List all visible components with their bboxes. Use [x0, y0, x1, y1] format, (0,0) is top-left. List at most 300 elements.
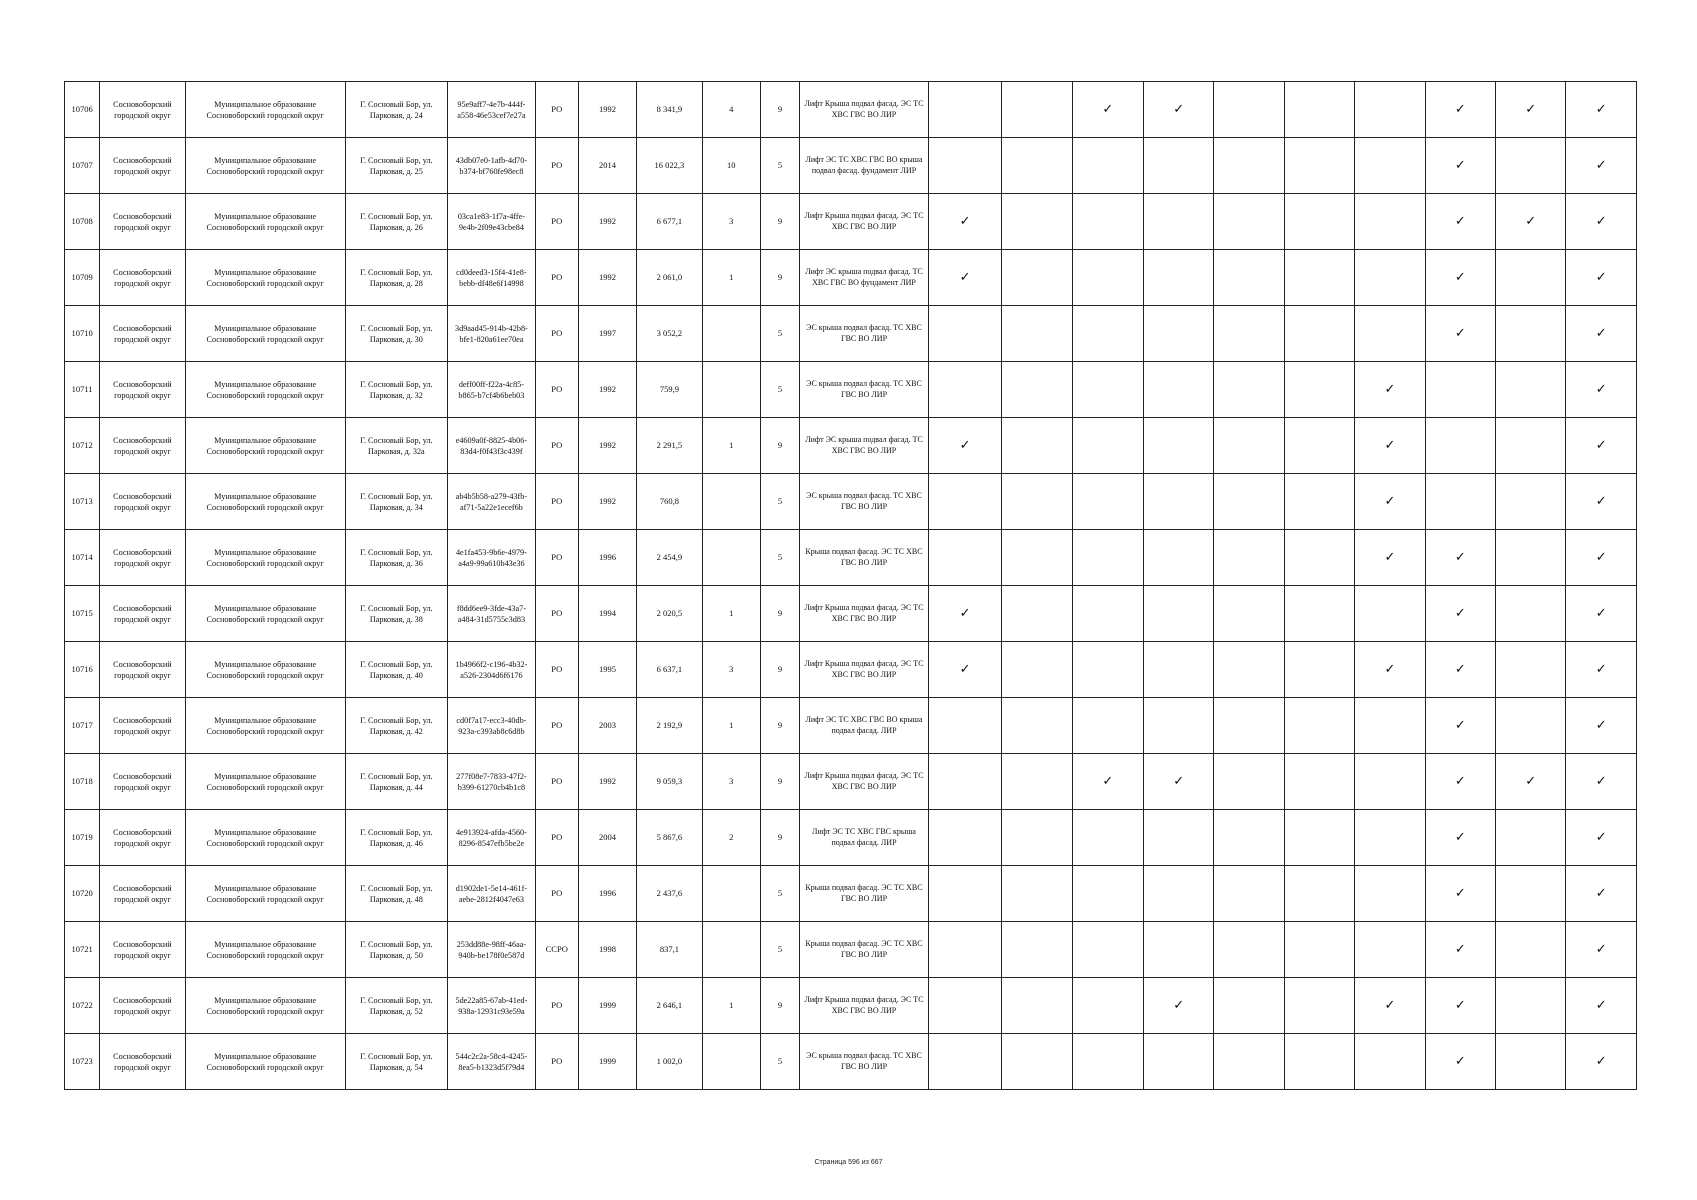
work-column-6-cell	[1284, 922, 1354, 978]
work-column-10-cell	[1566, 866, 1637, 922]
work-column-6-cell	[1284, 474, 1354, 530]
work-column-5-cell	[1214, 810, 1284, 866]
work-column-9-cell	[1496, 810, 1566, 866]
floors-cell: 5	[760, 362, 799, 418]
municipality-cell: Муниципальное образование Сосновоборский городской округ	[185, 866, 345, 922]
work-column-7-cell	[1355, 306, 1425, 362]
work-column-3-cell	[1072, 866, 1143, 922]
check-mark-icon: ✓	[1454, 830, 1466, 845]
work-column-3-cell	[1072, 810, 1143, 866]
work-column-6-cell	[1284, 586, 1354, 642]
year-cell: 1996	[578, 530, 636, 586]
guid-cell: d1902de1-5e14-461f-aebe-2812f4047e63	[448, 866, 536, 922]
work-column-8-cell	[1425, 530, 1495, 586]
guid-cell: 1b4966f2-c196-4b32-a526-2304d6f6176	[448, 642, 536, 698]
check-mark-icon: ✓	[1595, 830, 1607, 845]
works-cell: ЭС крыша подвал фасад. ТС ХВС ГВС ВО ЛИР	[800, 474, 929, 530]
guid-cell: 544c2c2a-58c4-4245-8ea5-b1323d5f79d4	[448, 1034, 536, 1090]
guid-cell: 43db07e0-1afb-4d70-b374-bf760fe98ec8	[448, 138, 536, 194]
check-mark-icon: ✓	[959, 438, 971, 453]
work-column-1-cell	[928, 642, 1001, 698]
table-body	[65, 82, 1637, 1090]
work-column-1-cell	[928, 194, 1001, 250]
work-column-3-cell	[1072, 362, 1143, 418]
work-column-2-cell	[1002, 1034, 1072, 1090]
work-column-6-cell	[1284, 1034, 1354, 1090]
year-cell: 1996	[578, 866, 636, 922]
area-cell: 8 341,9	[637, 82, 702, 138]
count-cell: 1	[702, 418, 760, 474]
address-cell: Г. Сосновый Бор, ул. Парковая, д. 36	[345, 530, 448, 586]
work-column-1-cell	[928, 250, 1001, 306]
table-row	[65, 82, 1637, 138]
year-cell: 1992	[578, 250, 636, 306]
work-column-8-cell	[1425, 474, 1495, 530]
district-cell: Сосновоборский городской округ	[100, 978, 185, 1034]
work-column-7-cell	[1355, 866, 1425, 922]
municipality-cell: Муниципальное образование Сосновоборский городской округ	[185, 418, 345, 474]
work-column-6-cell	[1284, 194, 1354, 250]
address-cell: Г. Сосновый Бор, ул. Парковая, д. 25	[345, 138, 448, 194]
municipality-cell: Муниципальное образование Сосновоборский городской округ	[185, 586, 345, 642]
district-cell: Сосновоборский городской округ	[100, 362, 185, 418]
count-cell: 3	[702, 754, 760, 810]
work-column-8-cell	[1425, 810, 1495, 866]
type-cell: РО	[535, 866, 578, 922]
work-column-10-cell	[1566, 922, 1637, 978]
work-column-6-cell	[1284, 306, 1354, 362]
type-cell: РО	[535, 530, 578, 586]
floors-cell: 5	[760, 138, 799, 194]
municipality-cell: Муниципальное образование Сосновоборский городской округ	[185, 82, 345, 138]
floors-cell: 9	[760, 978, 799, 1034]
work-column-2-cell	[1002, 642, 1072, 698]
check-mark-icon: ✓	[1595, 886, 1607, 901]
works-cell: Лифт Крыша подвал фасад. ЭС ТС ХВС ГВС ВО ЛИР	[800, 82, 929, 138]
work-column-6-cell	[1284, 250, 1354, 306]
year-cell: 1994	[578, 586, 636, 642]
check-mark-icon: ✓	[1595, 998, 1607, 1013]
work-column-8-cell	[1425, 194, 1495, 250]
count-cell	[702, 474, 760, 530]
work-column-1-cell	[928, 362, 1001, 418]
work-column-10-cell	[1566, 306, 1637, 362]
address-cell: Г. Сосновый Бор, ул. Парковая, д. 32	[345, 362, 448, 418]
address-cell: Г. Сосновый Бор, ул. Парковая, д. 32а	[345, 418, 448, 474]
work-column-10-cell	[1566, 138, 1637, 194]
work-column-9-cell	[1496, 642, 1566, 698]
work-column-5-cell	[1214, 530, 1284, 586]
work-column-2-cell	[1002, 138, 1072, 194]
work-column-1-cell	[928, 754, 1001, 810]
work-column-4-cell	[1144, 586, 1214, 642]
table-row	[65, 1034, 1637, 1090]
check-mark-icon: ✓	[1595, 270, 1607, 285]
work-column-6-cell	[1284, 754, 1354, 810]
work-column-4-cell	[1144, 250, 1214, 306]
district-cell: Сосновоборский городской округ	[100, 1034, 185, 1090]
check-mark-icon: ✓	[1384, 494, 1396, 509]
guid-cell: 3d9aad45-914b-42b8-bfe1-820a61ee70ea	[448, 306, 536, 362]
work-column-9-cell	[1496, 866, 1566, 922]
floors-cell: 5	[760, 922, 799, 978]
municipality-cell: Муниципальное образование Сосновоборский городской округ	[185, 642, 345, 698]
check-mark-icon: ✓	[1525, 102, 1537, 117]
type-cell: РО	[535, 698, 578, 754]
work-column-9-cell	[1496, 586, 1566, 642]
address-cell: Г. Сосновый Бор, ул. Парковая, д. 52	[345, 978, 448, 1034]
row-id: 10710	[65, 306, 100, 362]
guid-cell: cd0deed3-15f4-41e8-bebb-df48e6f14998	[448, 250, 536, 306]
address-cell: Г. Сосновый Бор, ул. Парковая, д. 54	[345, 1034, 448, 1090]
work-column-1-cell	[928, 978, 1001, 1034]
count-cell: 1	[702, 978, 760, 1034]
work-column-1-cell	[928, 418, 1001, 474]
work-column-9-cell	[1496, 306, 1566, 362]
municipality-cell: Муниципальное образование Сосновоборский городской округ	[185, 978, 345, 1034]
floors-cell: 9	[760, 698, 799, 754]
work-column-4-cell	[1144, 922, 1214, 978]
type-cell: РО	[535, 810, 578, 866]
work-column-5-cell	[1214, 698, 1284, 754]
work-column-7-cell	[1355, 418, 1425, 474]
work-column-5-cell	[1214, 82, 1284, 138]
check-mark-icon: ✓	[1595, 326, 1607, 341]
table-row	[65, 138, 1637, 194]
work-column-4-cell	[1144, 530, 1214, 586]
work-column-9-cell	[1496, 194, 1566, 250]
work-column-1-cell	[928, 82, 1001, 138]
district-cell: Сосновоборский городской округ	[100, 642, 185, 698]
work-column-6-cell	[1284, 866, 1354, 922]
check-mark-icon: ✓	[1454, 550, 1466, 565]
type-cell: ССРО	[535, 922, 578, 978]
guid-cell: 4e913924-afda-4560-8296-8547efb5be2e	[448, 810, 536, 866]
area-cell: 6 637,1	[637, 642, 702, 698]
work-column-2-cell	[1002, 754, 1072, 810]
check-mark-icon: ✓	[1595, 550, 1607, 565]
table-row	[65, 194, 1637, 250]
guid-cell: 4e1fa453-9b6e-4979-a4a9-99a610b43e36	[448, 530, 536, 586]
municipality-cell: Муниципальное образование Сосновоборский городской округ	[185, 474, 345, 530]
work-column-4-cell	[1144, 306, 1214, 362]
floors-cell: 5	[760, 1034, 799, 1090]
table-row	[65, 754, 1637, 810]
table-row	[65, 418, 1637, 474]
area-cell: 5 867,6	[637, 810, 702, 866]
area-cell: 2 020,5	[637, 586, 702, 642]
area-cell: 16 022,3	[637, 138, 702, 194]
floors-cell: 9	[760, 810, 799, 866]
work-column-7-cell	[1355, 530, 1425, 586]
district-cell: Сосновоборский городской округ	[100, 418, 185, 474]
address-cell: Г. Сосновый Бор, ул. Парковая, д. 24	[345, 82, 448, 138]
work-column-10-cell	[1566, 250, 1637, 306]
work-column-4-cell	[1144, 194, 1214, 250]
table-row	[65, 530, 1637, 586]
guid-cell: f8dd6ee9-3fde-43a7-a484-31d5755c3d83	[448, 586, 536, 642]
check-mark-icon: ✓	[1102, 102, 1114, 117]
guid-cell: deff00ff-f22a-4c85-b865-b7cf4b6beb03	[448, 362, 536, 418]
check-mark-icon: ✓	[1595, 382, 1607, 397]
work-column-9-cell	[1496, 530, 1566, 586]
check-mark-icon: ✓	[1525, 214, 1537, 229]
houses-table	[64, 81, 1637, 1090]
area-cell: 2 646,1	[637, 978, 702, 1034]
check-mark-icon: ✓	[1384, 438, 1396, 453]
type-cell: РО	[535, 474, 578, 530]
district-cell: Сосновоборский городской округ	[100, 922, 185, 978]
count-cell	[702, 530, 760, 586]
work-column-2-cell	[1002, 474, 1072, 530]
work-column-8-cell	[1425, 250, 1495, 306]
work-column-4-cell	[1144, 810, 1214, 866]
check-mark-icon: ✓	[1102, 774, 1114, 789]
address-cell: Г. Сосновый Бор, ул. Парковая, д. 26	[345, 194, 448, 250]
municipality-cell: Муниципальное образование Сосновоборский городской округ	[185, 306, 345, 362]
work-column-7-cell	[1355, 138, 1425, 194]
guid-cell: 253dd88e-98ff-46aa-940b-be178f0e587d	[448, 922, 536, 978]
work-column-2-cell	[1002, 418, 1072, 474]
year-cell: 1992	[578, 754, 636, 810]
works-cell: Лифт Крыша подвал фасад. ЭС ТС ХВС ГВС ВО ЛИР	[800, 194, 929, 250]
work-column-2-cell	[1002, 586, 1072, 642]
work-column-8-cell	[1425, 138, 1495, 194]
work-column-7-cell	[1355, 474, 1425, 530]
count-cell: 1	[702, 698, 760, 754]
count-cell	[702, 362, 760, 418]
year-cell: 1999	[578, 978, 636, 1034]
guid-cell: 95e9aff7-4e7b-444f-a558-46e53cef7e27a	[448, 82, 536, 138]
guid-cell: ab4b5b58-a279-43fb-af71-5a22e1ecef6b	[448, 474, 536, 530]
row-id: 10718	[65, 754, 100, 810]
check-mark-icon: ✓	[1384, 382, 1396, 397]
work-column-3-cell	[1072, 250, 1143, 306]
work-column-2-cell	[1002, 306, 1072, 362]
work-column-9-cell	[1496, 698, 1566, 754]
address-cell: Г. Сосновый Бор, ул. Парковая, д. 40	[345, 642, 448, 698]
work-column-2-cell	[1002, 82, 1072, 138]
works-cell: Лифт Крыша подвал фасад. ЭС ТС ХВС ГВС ВО ЛИР	[800, 754, 929, 810]
row-id: 10708	[65, 194, 100, 250]
work-column-10-cell	[1566, 418, 1637, 474]
work-column-6-cell	[1284, 978, 1354, 1034]
work-column-7-cell	[1355, 250, 1425, 306]
municipality-cell: Муниципальное образование Сосновоборский городской округ	[185, 698, 345, 754]
work-column-5-cell	[1214, 1034, 1284, 1090]
area-cell: 2 192,9	[637, 698, 702, 754]
work-column-3-cell	[1072, 922, 1143, 978]
row-id: 10719	[65, 810, 100, 866]
check-mark-icon: ✓	[1454, 158, 1466, 173]
work-column-7-cell	[1355, 978, 1425, 1034]
work-column-10-cell	[1566, 642, 1637, 698]
work-column-1-cell	[928, 698, 1001, 754]
work-column-10-cell	[1566, 194, 1637, 250]
check-mark-icon: ✓	[1454, 718, 1466, 733]
check-mark-icon: ✓	[1173, 102, 1185, 117]
work-column-5-cell	[1214, 306, 1284, 362]
floors-cell: 5	[760, 530, 799, 586]
type-cell: РО	[535, 194, 578, 250]
address-cell: Г. Сосновый Бор, ул. Парковая, д. 28	[345, 250, 448, 306]
work-column-8-cell	[1425, 754, 1495, 810]
work-column-9-cell	[1496, 474, 1566, 530]
check-mark-icon: ✓	[1595, 214, 1607, 229]
row-id: 10716	[65, 642, 100, 698]
count-cell	[702, 866, 760, 922]
district-cell: Сосновоборский городской округ	[100, 138, 185, 194]
work-column-5-cell	[1214, 418, 1284, 474]
district-cell: Сосновоборский городской округ	[100, 530, 185, 586]
district-cell: Сосновоборский городской округ	[100, 810, 185, 866]
table-row	[65, 250, 1637, 306]
work-column-5-cell	[1214, 922, 1284, 978]
work-column-2-cell	[1002, 530, 1072, 586]
type-cell: РО	[535, 642, 578, 698]
work-column-6-cell	[1284, 418, 1354, 474]
work-column-6-cell	[1284, 362, 1354, 418]
type-cell: РО	[535, 250, 578, 306]
work-column-2-cell	[1002, 922, 1072, 978]
works-cell: Лифт Крыша подвал фасад. ЭС ТС ХВС ГВС ВО ЛИР	[800, 642, 929, 698]
area-cell: 837,1	[637, 922, 702, 978]
floors-cell: 9	[760, 754, 799, 810]
work-column-5-cell	[1214, 362, 1284, 418]
table-row	[65, 810, 1637, 866]
type-cell: РО	[535, 306, 578, 362]
year-cell: 1992	[578, 194, 636, 250]
work-column-7-cell	[1355, 1034, 1425, 1090]
work-column-3-cell	[1072, 530, 1143, 586]
check-mark-icon: ✓	[1595, 606, 1607, 621]
row-id: 10714	[65, 530, 100, 586]
type-cell: РО	[535, 754, 578, 810]
work-column-10-cell	[1566, 810, 1637, 866]
work-column-6-cell	[1284, 82, 1354, 138]
work-column-4-cell	[1144, 698, 1214, 754]
table-row	[65, 306, 1637, 362]
table-row	[65, 586, 1637, 642]
year-cell: 1992	[578, 418, 636, 474]
work-column-2-cell	[1002, 698, 1072, 754]
municipality-cell: Муниципальное образование Сосновоборский городской округ	[185, 530, 345, 586]
municipality-cell: Муниципальное образование Сосновоборский городской округ	[185, 1034, 345, 1090]
count-cell: 2	[702, 810, 760, 866]
work-column-4-cell	[1144, 754, 1214, 810]
check-mark-icon: ✓	[1595, 774, 1607, 789]
municipality-cell: Муниципальное образование Сосновоборский городской округ	[185, 922, 345, 978]
count-cell	[702, 306, 760, 362]
work-column-2-cell	[1002, 866, 1072, 922]
work-column-7-cell	[1355, 698, 1425, 754]
work-column-8-cell	[1425, 642, 1495, 698]
year-cell: 1999	[578, 1034, 636, 1090]
check-mark-icon: ✓	[1454, 214, 1466, 229]
guid-cell: 5de22a85-67ab-41ed-938a-12931c93e59a	[448, 978, 536, 1034]
check-mark-icon: ✓	[1454, 662, 1466, 677]
count-cell: 10	[702, 138, 760, 194]
check-mark-icon: ✓	[1525, 774, 1537, 789]
works-cell: Лифт ЭС ТС ХВС ГВС крыша подвал фасад. ЛИР	[800, 810, 929, 866]
address-cell: Г. Сосновый Бор, ул. Парковая, д. 46	[345, 810, 448, 866]
works-cell: ЭС крыша подвал фасад. ТС ХВС ГВС ВО ЛИР	[800, 306, 929, 362]
row-id: 10706	[65, 82, 100, 138]
work-column-8-cell	[1425, 586, 1495, 642]
work-column-7-cell	[1355, 82, 1425, 138]
work-column-3-cell	[1072, 82, 1143, 138]
work-column-9-cell	[1496, 418, 1566, 474]
work-column-1-cell	[928, 306, 1001, 362]
area-cell: 6 677,1	[637, 194, 702, 250]
work-column-9-cell	[1496, 362, 1566, 418]
work-column-8-cell	[1425, 1034, 1495, 1090]
work-column-8-cell	[1425, 82, 1495, 138]
year-cell: 2014	[578, 138, 636, 194]
floors-cell: 5	[760, 866, 799, 922]
district-cell: Сосновоборский городской округ	[100, 474, 185, 530]
check-mark-icon: ✓	[1595, 158, 1607, 173]
table-row	[65, 978, 1637, 1034]
check-mark-icon: ✓	[1454, 1054, 1466, 1069]
work-column-10-cell	[1566, 754, 1637, 810]
table-row	[65, 362, 1637, 418]
floors-cell: 5	[760, 474, 799, 530]
work-column-8-cell	[1425, 362, 1495, 418]
works-cell: ЭС крыша подвал фасад. ТС ХВС ГВС ВО ЛИР	[800, 1034, 929, 1090]
row-id: 10722	[65, 978, 100, 1034]
works-cell: Лифт ЭС крыша подвал фасад. ТС ХВС ГВС ВО ЛИР	[800, 418, 929, 474]
work-column-4-cell	[1144, 978, 1214, 1034]
area-cell: 1 002,0	[637, 1034, 702, 1090]
floors-cell: 9	[760, 586, 799, 642]
work-column-2-cell	[1002, 978, 1072, 1034]
work-column-8-cell	[1425, 698, 1495, 754]
work-column-3-cell	[1072, 306, 1143, 362]
year-cell: 1992	[578, 82, 636, 138]
row-id: 10711	[65, 362, 100, 418]
guid-cell: 277f08e7-7833-47f2-b399-61270cb4b1c8	[448, 754, 536, 810]
work-column-8-cell	[1425, 922, 1495, 978]
municipality-cell: Муниципальное образование Сосновоборский городской округ	[185, 138, 345, 194]
work-column-3-cell	[1072, 698, 1143, 754]
work-column-2-cell	[1002, 194, 1072, 250]
works-cell: Лифт Крыша подвал фасад. ЭС ТС ХВС ГВС ВО ЛИР	[800, 978, 929, 1034]
floors-cell: 9	[760, 194, 799, 250]
municipality-cell: Муниципальное образование Сосновоборский городской округ	[185, 362, 345, 418]
work-column-8-cell	[1425, 866, 1495, 922]
row-id: 10717	[65, 698, 100, 754]
district-cell: Сосновоборский городской округ	[100, 754, 185, 810]
address-cell: Г. Сосновый Бор, ул. Парковая, д. 38	[345, 586, 448, 642]
work-column-1-cell	[928, 474, 1001, 530]
check-mark-icon: ✓	[1454, 886, 1466, 901]
address-cell: Г. Сосновый Бор, ул. Парковая, д. 44	[345, 754, 448, 810]
year-cell: 1998	[578, 922, 636, 978]
work-column-3-cell	[1072, 1034, 1143, 1090]
work-column-4-cell	[1144, 362, 1214, 418]
work-column-9-cell	[1496, 138, 1566, 194]
work-column-1-cell	[928, 138, 1001, 194]
type-cell: РО	[535, 362, 578, 418]
check-mark-icon: ✓	[1454, 270, 1466, 285]
work-column-4-cell	[1144, 474, 1214, 530]
work-column-5-cell	[1214, 194, 1284, 250]
address-cell: Г. Сосновый Бор, ул. Парковая, д. 48	[345, 866, 448, 922]
row-id: 10715	[65, 586, 100, 642]
work-column-9-cell	[1496, 82, 1566, 138]
count-cell: 1	[702, 586, 760, 642]
